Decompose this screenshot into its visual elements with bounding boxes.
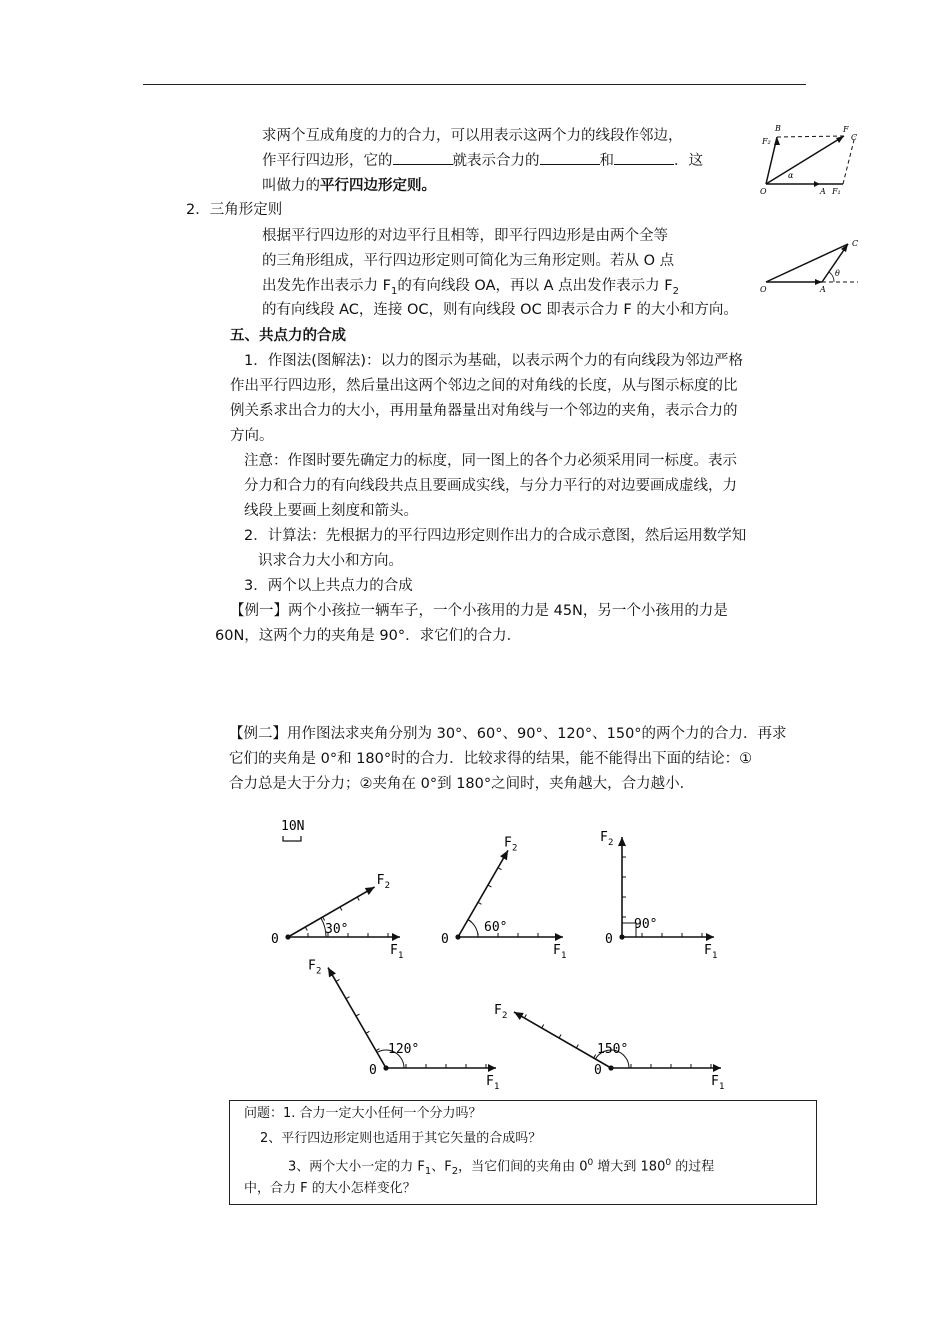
f1-subscript: 1 [719, 1082, 725, 1092]
f2-tick [346, 997, 349, 999]
f2-tick [478, 902, 481, 904]
blank-1 [393, 150, 453, 165]
tri-label-A: A [820, 285, 826, 294]
f1-arrowhead [488, 1064, 496, 1072]
method2-line-1: 2．计算法：先根据力的平行四边形定则作出力的合成示意图，然后运用数学知 [244, 528, 747, 544]
f2-tick [366, 1031, 369, 1033]
tri-label-O: O [760, 285, 767, 294]
f1-label: F [704, 943, 712, 958]
f1-arrowhead [392, 933, 400, 941]
f1-label: F [553, 943, 561, 958]
intro-line-1: 求两个互成角度的力的合力，可以用表示这两个力的线段作邻边， [262, 128, 683, 144]
f2-subscript: 2 [502, 1011, 508, 1021]
question-1: 问题：1. 合力一定大小任何一个分力吗？ [244, 1106, 482, 1121]
label-O: O [760, 187, 767, 196]
f2-label: F [504, 835, 512, 851]
example1-line-1: 【例一】两个小孩拉一辆车子，一个小孩用的力是 45N，另一个小孩用的力是 [230, 603, 728, 619]
f2-tick [559, 1035, 561, 1038]
f1-subscript: 1 [398, 951, 404, 961]
triangle-line-3: 出发先作出表示力 $F_1$的有向线段 OA，再以 A 点出发作表示力 $F_2$ [262, 278, 679, 297]
intro-line-2: 作平行四边形，它的 就表示合力的 和 ．这 [262, 149, 703, 174]
origin-label: 0 [271, 932, 279, 947]
parallelogram-rule-term: 平行四边形定则。 [320, 178, 436, 194]
example2-line-1: 【例二】用作图法求夹角分别为 30°、60°、90°、120°、150°的两个力的合力．再求 [229, 726, 787, 742]
f2-tick [498, 868, 501, 870]
origin-dot [608, 1065, 613, 1070]
question-3: 3、两个大小一定的力 $F_1$、$F_2$，当它们间的夹角由 $0^0$ 增大到 $180^0$ 的过程 [288, 1158, 715, 1177]
f1-subscript: 1 [561, 951, 567, 961]
triangle-line-1: 根据平行四边形的对边平行且相等，即平行四边形是由两个全等 [262, 228, 668, 244]
f2-tick [336, 979, 339, 981]
f2-subscript: 2 [384, 881, 391, 891]
header-rule [143, 84, 806, 85]
f2-tick [542, 1025, 544, 1028]
questions-box [229, 1100, 817, 1205]
angle-label: 30° [325, 922, 349, 937]
triangle-figure [758, 232, 862, 294]
note-line-1: 注意：作图时要先确定力的标度，同一图上的各个力必须采用同一标度。表示 [244, 453, 737, 469]
f2-tick [305, 927, 307, 930]
label-F1: F₁ [832, 187, 841, 196]
origin-dot [455, 934, 460, 939]
f2-tick [576, 1045, 578, 1048]
section-5-heading: 五、共点力的合成 [230, 328, 346, 344]
f2-vector [514, 1012, 611, 1068]
label-alpha: α [788, 171, 794, 180]
f1-label: F [711, 1074, 719, 1089]
triangle-line-4: 的有向线段 AC，连接 OC，则有向线段 OC 即表示合力 F 的大小和方向。 [262, 302, 738, 318]
origin-dot [619, 934, 624, 939]
scale-bar [283, 836, 301, 841]
label-F: F [843, 125, 849, 134]
tri-label-C: C [852, 239, 859, 248]
label-C: C [851, 133, 858, 142]
origin-label: 0 [441, 932, 449, 947]
question-2: 2、平行四边形定则也适用于其它矢量的合成吗？ [260, 1131, 542, 1146]
angle-label: 90° [634, 917, 658, 932]
blank-2 [540, 150, 600, 165]
f1-label: F [390, 943, 398, 958]
method3-line: 3．两个以上共点力的合成 [244, 578, 413, 594]
tri-label-theta: θ [835, 269, 840, 278]
angle-label: 60° [484, 920, 508, 935]
f1-arrowhead [555, 933, 563, 941]
f2-tick [524, 1015, 526, 1018]
f2-vector [328, 968, 386, 1068]
f2-label: F [308, 958, 316, 974]
f2-tick [340, 907, 342, 910]
blank-3 [614, 150, 674, 165]
force-angle-diagrams [0, 800, 950, 1100]
parallelogram-figure [758, 122, 858, 197]
origin-label: 0 [605, 932, 613, 947]
angle-label: 120° [388, 1042, 420, 1057]
method1-line-1: 1．作图法(图解法)：以力的图示为基础，以表示两个力的有向线段为邻边严格 [244, 353, 744, 369]
f2-tick [323, 917, 325, 920]
f2-subscript: 2 [316, 966, 322, 977]
f2-label: F [494, 1003, 502, 1018]
scale-label: 10N [281, 819, 305, 834]
f2-label: F [376, 873, 385, 888]
f2-label: F [600, 830, 608, 845]
f1-arrowhead [706, 933, 714, 941]
method1-line-2: 作出平行四边形，然后量出这两个邻边之间的对角线的长度，从与图示标度的比 [230, 378, 738, 394]
method2-line-2: 识求合力大小和方向。 [258, 553, 403, 569]
example1-line-2: 60N，这两个力的夹角是 90°．求它们的合力． [215, 628, 522, 644]
note-line-2: 分力和合力的有向线段共点且要画成实线，与分力平行的对边要画成虚线，力 [244, 478, 737, 494]
origin-label: 0 [594, 1063, 602, 1078]
f1-arrowhead [713, 1064, 721, 1072]
triangle-rule-heading: 2．三角形定则 [186, 202, 283, 218]
angle-arc [468, 920, 478, 937]
f2-tick [357, 897, 359, 900]
triangle-line-2: 的三角形组成，平行四边形定则可简化为三角形定则。若从 O 点 [262, 253, 675, 269]
f2-subscript: 2 [512, 843, 518, 854]
f2-arrowhead [618, 837, 626, 846]
f1-subscript: 1 [712, 951, 718, 961]
intro-line-3: 叫做力的平行四边形定则。 [262, 178, 436, 194]
origin-dot [285, 934, 290, 939]
f1-label: F [486, 1074, 494, 1089]
origin-label: 0 [369, 1063, 377, 1078]
label-A: A [820, 187, 826, 196]
method1-line-3: 例关系求出合力的大小，再用量角器量出对角线与一个邻边的夹角，表示合力的 [230, 403, 738, 419]
f2-subscript: 2 [608, 838, 614, 848]
label-F2: F₂ [762, 137, 771, 146]
f2-tick [488, 885, 491, 887]
question-3-cont: 中，合力 F 的大小怎样变化？ [244, 1181, 416, 1196]
label-B: B [775, 124, 781, 133]
angle-label: 150° [597, 1042, 629, 1057]
example2-line-2: 它们的夹角是 0°和 180°时的合力．比较求得的结果，能不能得出下面的结论：① [229, 751, 753, 767]
note-line-3: 线段上要画上刻度和箭头。 [244, 503, 418, 519]
origin-dot [383, 1065, 388, 1070]
example2-line-3: 合力总是大于分力；②夹角在 0°到 180°之间时，夹角越大，合力越小． [229, 776, 695, 792]
f2-tick [594, 1055, 596, 1058]
f1-subscript: 1 [494, 1082, 500, 1092]
f2-tick [356, 1014, 359, 1016]
f2-tick [376, 1049, 379, 1051]
method1-line-4: 方向。 [230, 428, 274, 444]
